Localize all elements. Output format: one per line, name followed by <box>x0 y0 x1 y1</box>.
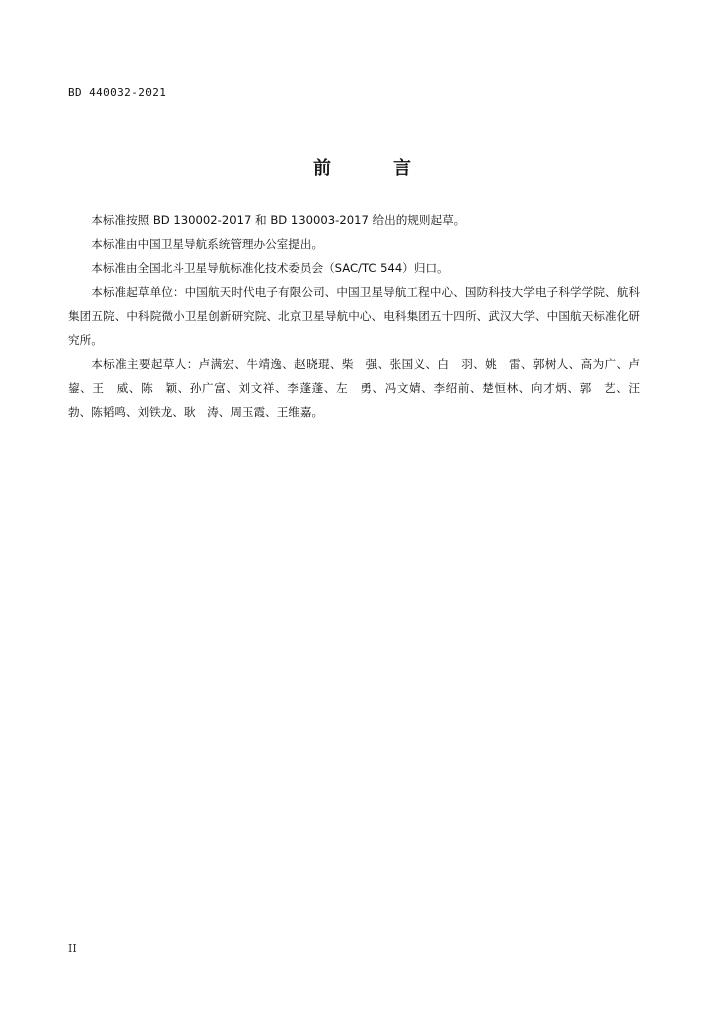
paragraph-proposer: 本标准由中国卫星导航系统管理办公室提出。 <box>91 237 324 251</box>
paragraph-main-drafters: 本标准主要起草人：卢满宏、牛靖逸、赵晓琨、柴 强、张国义、白 羽、姚 雷、郭树人、高为广、卢 鋆、王 威、陈 颖、孙广富、刘文祥、李蓬蓬、左 勇、冯文婧、李绍前、楚恒林、向才炳、郭 艺、汪 勃、陈韬鸣、刘铁龙、耿 涛、周玉霞、王维嘉。 <box>68 357 652 419</box>
paragraph-technical-committee: 本标准由全国北斗卫星导航标准化技术委员会（SAC/TC 544）归口。 <box>91 261 449 275</box>
page-number: II <box>68 942 77 955</box>
standard-code: BD 440032-2021 <box>68 86 167 99</box>
paragraph-drafting-rules: 本标准按照 BD 130002-2017 和 BD 130003-2017 给出的规则起草。 <box>91 213 466 227</box>
paragraph-drafting-units: 本标准起草单位：中国航天时代电子有限公司、中国卫星导航工程中心、国防科技大学电子科学学院、航科集团五院、中科院微小卫星创新研究院、北京卫星导航中心、电科集团五十四所、武汉大学、中国航天标准化研究所。 <box>68 285 640 347</box>
page-title: 前 言 <box>313 158 433 179</box>
document-body <box>68 208 652 424</box>
